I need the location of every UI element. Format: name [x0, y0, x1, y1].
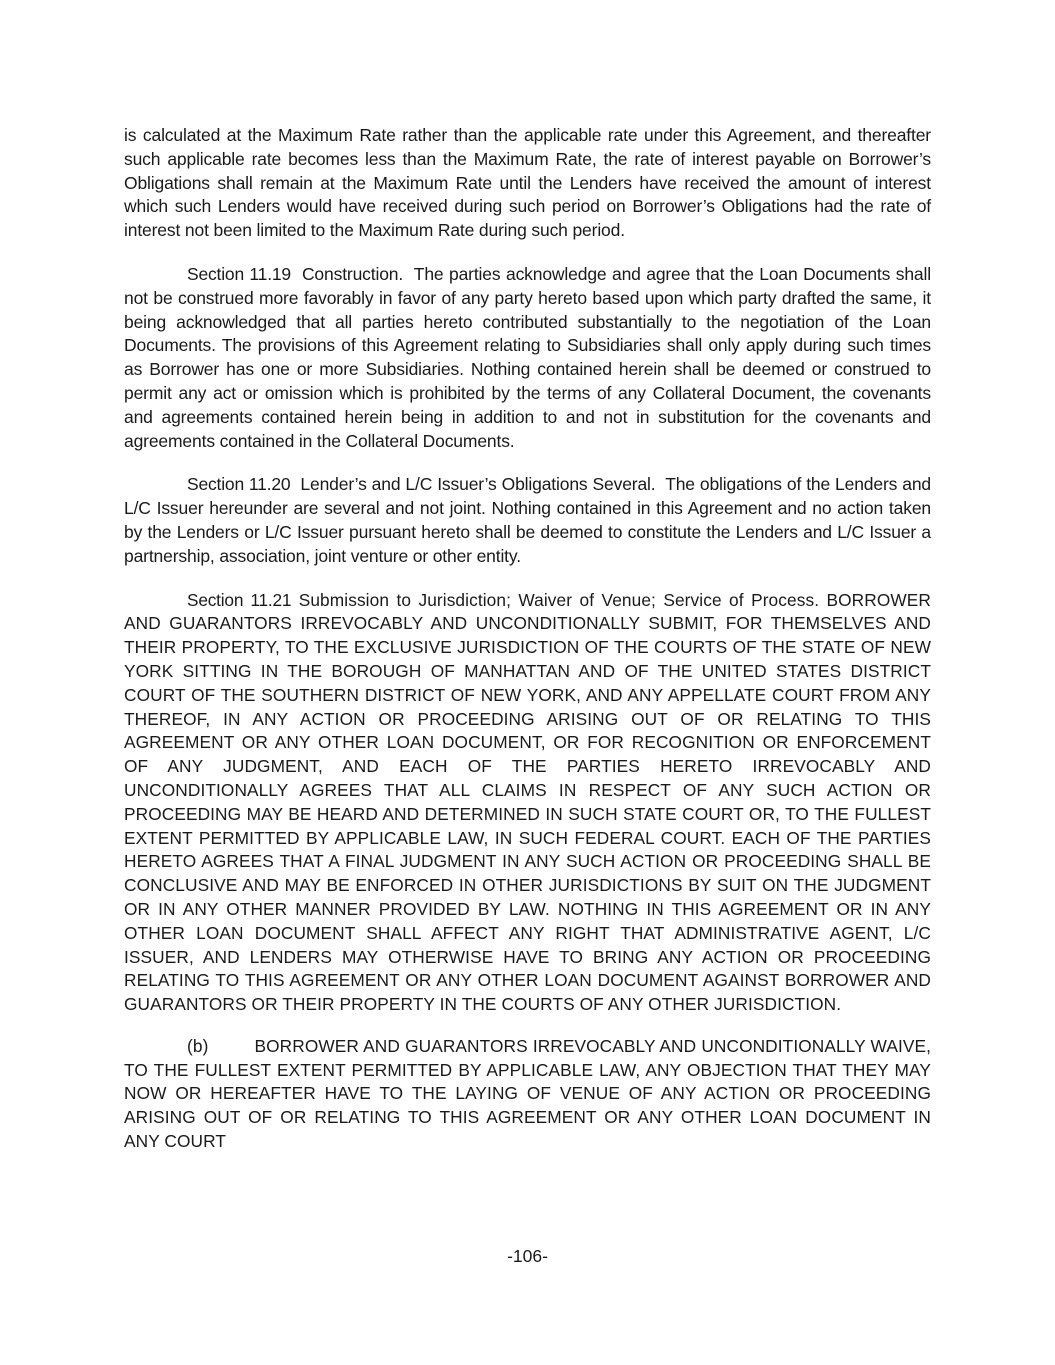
- section-body: The parties acknowledge and agree that the Loan Documents shall not be construed more favorably in favor of any party hereto based upon which party drafted the same, it being acknowledged that all parties hereto contributed substantially to the negotiation of the Loan Documents. The provisions of this Agreement relating to Subsidiaries shall only apply during such times as Borrower has one or more Subsidiaries. Nothing contained herein shall be deemed or construed to permit any act or omission which is prohibited by the terms of any Collateral Document, the covenants and agreements contained herein being in addition to and not in substitution for the covenants and agreements contained in the Collateral Documents.: [124, 263, 931, 451]
- page-number: -106-: [507, 1246, 548, 1266]
- document-page: [124, 124, 931, 1154]
- section-number: Section 11.20: [187, 474, 291, 495]
- section-11-21: [124, 589, 931, 1017]
- section-11-19: [124, 263, 931, 453]
- section-number: Section 11.21: [187, 589, 292, 610]
- subparagraph-body: BORROWER AND GUARANTORS IRREVOCABLY AND UNCONDITIONALLY WAIVE, TO THE FULLEST EXTENT PERMITTED BY APPLICABLE LAW, ANY OBJECTION THAT THEY MAY NOW OR HEREAFTER HAVE TO THE LAYING OF VENUE OF ANY ACTION OR PROCEEDING ARISING OUT OF OR RELATING TO THIS AGREEMENT OR ANY OTHER LOAN DOCUMENT IN ANY COURT: [124, 1035, 931, 1152]
- section-body: BORROWER AND GUARANTORS IRREVOCABLY AND UNCONDITIONALLY SUBMIT, FOR THEMSELVES AND THEIR PROPERTY, TO THE EXCLUSIVE JURISDICTION OF THE COURTS OF THE STATE OF NEW YORK SITTING IN THE BOROUGH OF MANHATTAN AND OF THE UNITED STATES DISTRICT COURT OF THE SOUTHERN DISTRICT OF NEW YORK, AND ANY APPELLATE COURT FROM ANY THEREOF, IN ANY ACTION OR PROCEEDING ARISING OUT OF OR RELATING TO THIS AGREEMENT OR ANY OTHER LOAN DOCUMENT, OR FOR RECOGNITION OR ENFORCEMENT OF ANY JUDGMENT, AND EACH OF THE PARTIES HERETO IRREVOCABLY AND UNCONDITIONALLY AGREES THAT ALL CLAIMS IN RESPECT OF ANY SUCH ACTION OR PROCEEDING MAY BE HEARD AND DETERMINED IN SUCH STATE COURT OR, TO THE FULLEST EXTENT PERMITTED BY APPLICABLE LAW, IN SUCH FEDERAL COURT. EACH OF THE PARTIES HERETO AGREES THAT A FINAL JUDGMENT IN ANY SUCH ACTION OR PROCEEDING SHALL BE CONCLUSIVE AND MAY BE ENFORCED IN OTHER JURISDICTIONS BY SUIT ON THE JUDGMENT OR IN ANY OTHER MANNER PROVIDED BY LAW. NOTHING IN THIS AGREEMENT OR IN ANY OTHER LOAN DOCUMENT SHALL AFFECT ANY RIGHT THAT ADMINISTRATIVE AGENT, L/C ISSUER, AND LENDERS MAY OTHERWISE HAVE TO BRING ANY ACTION OR PROCEEDING RELATING TO THIS AGREEMENT OR ANY OTHER LOAN DOCUMENT AGAINST BORROWER AND GUARANTORS OR THEIR PROPERTY IN THE COURTS OF ANY OTHER JURISDICTION.: [124, 589, 931, 1015]
- continuation-paragraph: is calculated at the Maximum Rate rather than the applicable rate under this Agreement, and thereafter such applicable rate becomes less than the Maximum Rate, the rate of interest payable on Borrower’s Obligations shall remain at the Maximum Rate until the Lenders have received the amount of interest which such Lenders would have received during such period on Borrower’s Obligations had the rate of interest not been limited to the Maximum Rate during such period.: [124, 125, 931, 241]
- section-body: The obligations of the Lenders and L/C Issuer hereunder are several and not joint. Nothing contained in this Agreement and no action taken by the Lenders or L/C Issuer pursuant hereto shall be deemed to constitute the Lenders and L/C Issuer a partnership, association, joint venture or other entity.: [124, 474, 931, 566]
- subparagraph-label: (b): [187, 1035, 209, 1056]
- section-number: Section 11.19: [187, 263, 291, 284]
- section-heading: Lender’s and L/C Issuer’s Obligations Several.: [300, 474, 656, 495]
- section-11-20: [124, 473, 931, 568]
- subparagraph-b: [124, 1035, 931, 1154]
- section-heading: Construction.: [301, 263, 404, 284]
- section-heading: Submission to Jurisdiction; Waiver of Venue; Service of Process.: [298, 589, 820, 610]
